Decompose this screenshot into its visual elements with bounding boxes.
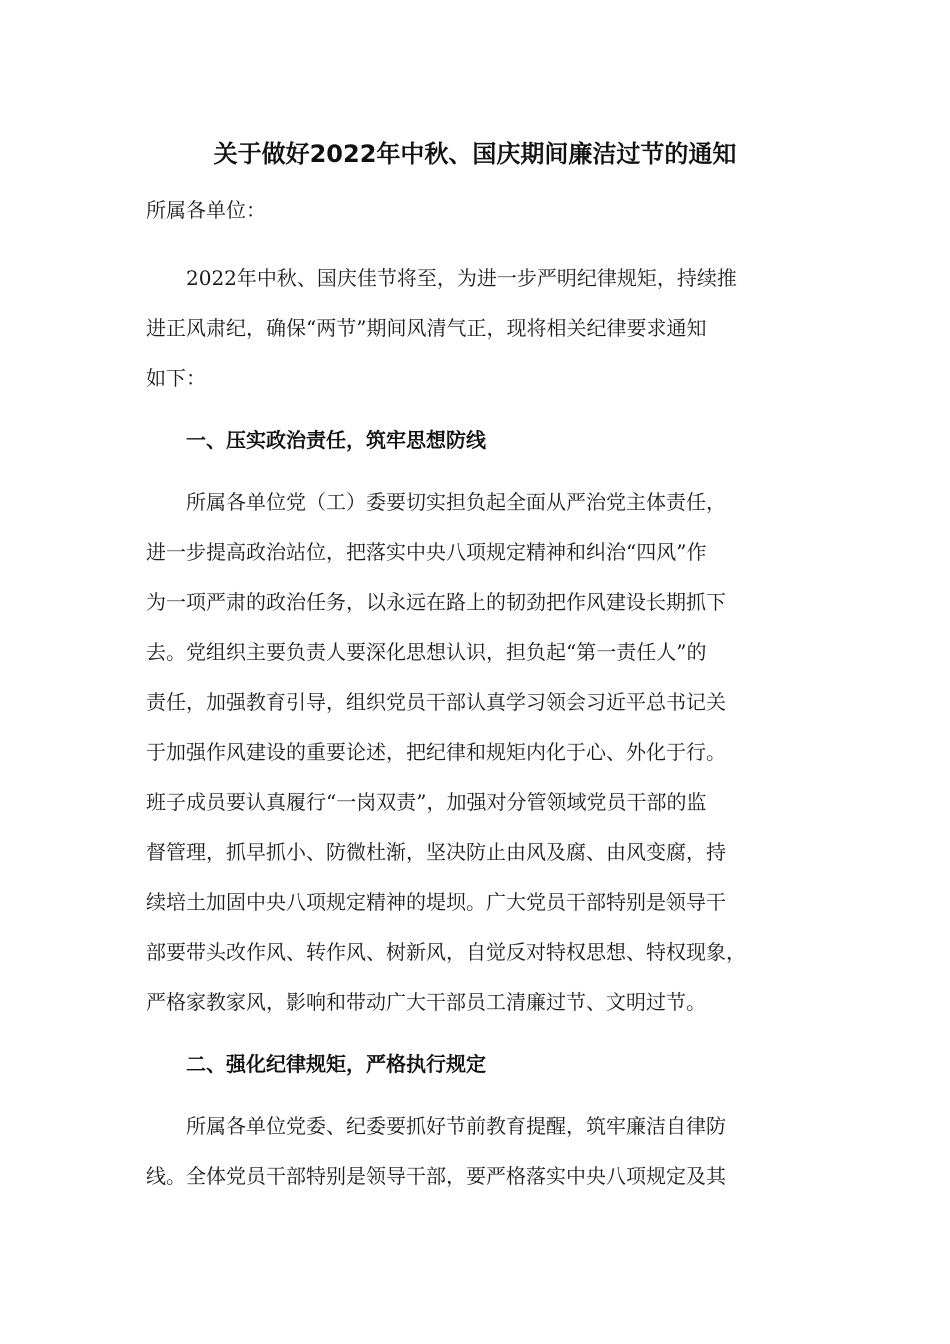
section-1-line-7: 班子成员要认真履行“一岗双责”，加强对分管领域党员干部的监: [146, 790, 707, 814]
document-title: 关于做好2022年中秋、国庆期间廉洁过节的通知: [213, 140, 737, 168]
section-1-line-5: 责任，加强教育引导，组织党员干部认真学习领会习近平总书记关: [146, 690, 726, 714]
section-1-line-2: 进一步提高政治站位，把落实中央八项规定精神和纠治“四风”作: [146, 540, 707, 564]
section-1-line-3: 为一项严肃的政治任务，以永远在路上的韧劲把作风建设长期抓下: [146, 590, 726, 614]
section-1-line-1: 所属各单位党（工）委要切实担负起全面从严治党主体责任，: [186, 490, 726, 514]
section-1-line-4: 去。党组织主要负责人要深化思想认识，担负起“第一责任人”的: [146, 640, 707, 664]
section-1-line-10: 部要带头改作风、转作风、树新风，自觉反对特权思想、特权现象，: [146, 940, 746, 964]
section-2-line-1: 所属各单位党委、纪委要抓好节前教育提醒，筑牢廉洁自律防: [186, 1114, 726, 1138]
section-1-line-6: 于加强作风建设的重要论述，把纪律和规矩内化于心、外化于行。: [146, 740, 726, 764]
section-2-heading: 二、强化纪律规矩，严格执行规定: [186, 1052, 486, 1076]
section-1-line-9: 续培土加固中央八项规定精神的堤坝。广大党员干部特别是领导干: [146, 890, 726, 914]
section-1-heading: 一、压实政治责任，筑牢思想防线: [186, 428, 486, 452]
section-1-line-8: 督管理，抓早抓小、防微杜渐，坚决防止由风及腐、由风变腐，持: [146, 840, 726, 864]
section-2-line-2: 线。全体党员干部特别是领导干部，要严格落实中央八项规定及其: [146, 1164, 726, 1188]
section-1-line-11: 严格家教家风，影响和带动广大干部员工清廉过节、文明过节。: [146, 990, 706, 1014]
intro-line-3: 如下：: [146, 366, 206, 390]
intro-line-2: 进正风肃纪，确保“两节”期间风清气正，现将相关纪律要求通知: [146, 316, 707, 340]
intro-line-1: 2022年中秋、国庆佳节将至，为进一步严明纪律规矩，持续推: [186, 266, 737, 290]
salutation: 所属各单位：: [146, 198, 266, 222]
